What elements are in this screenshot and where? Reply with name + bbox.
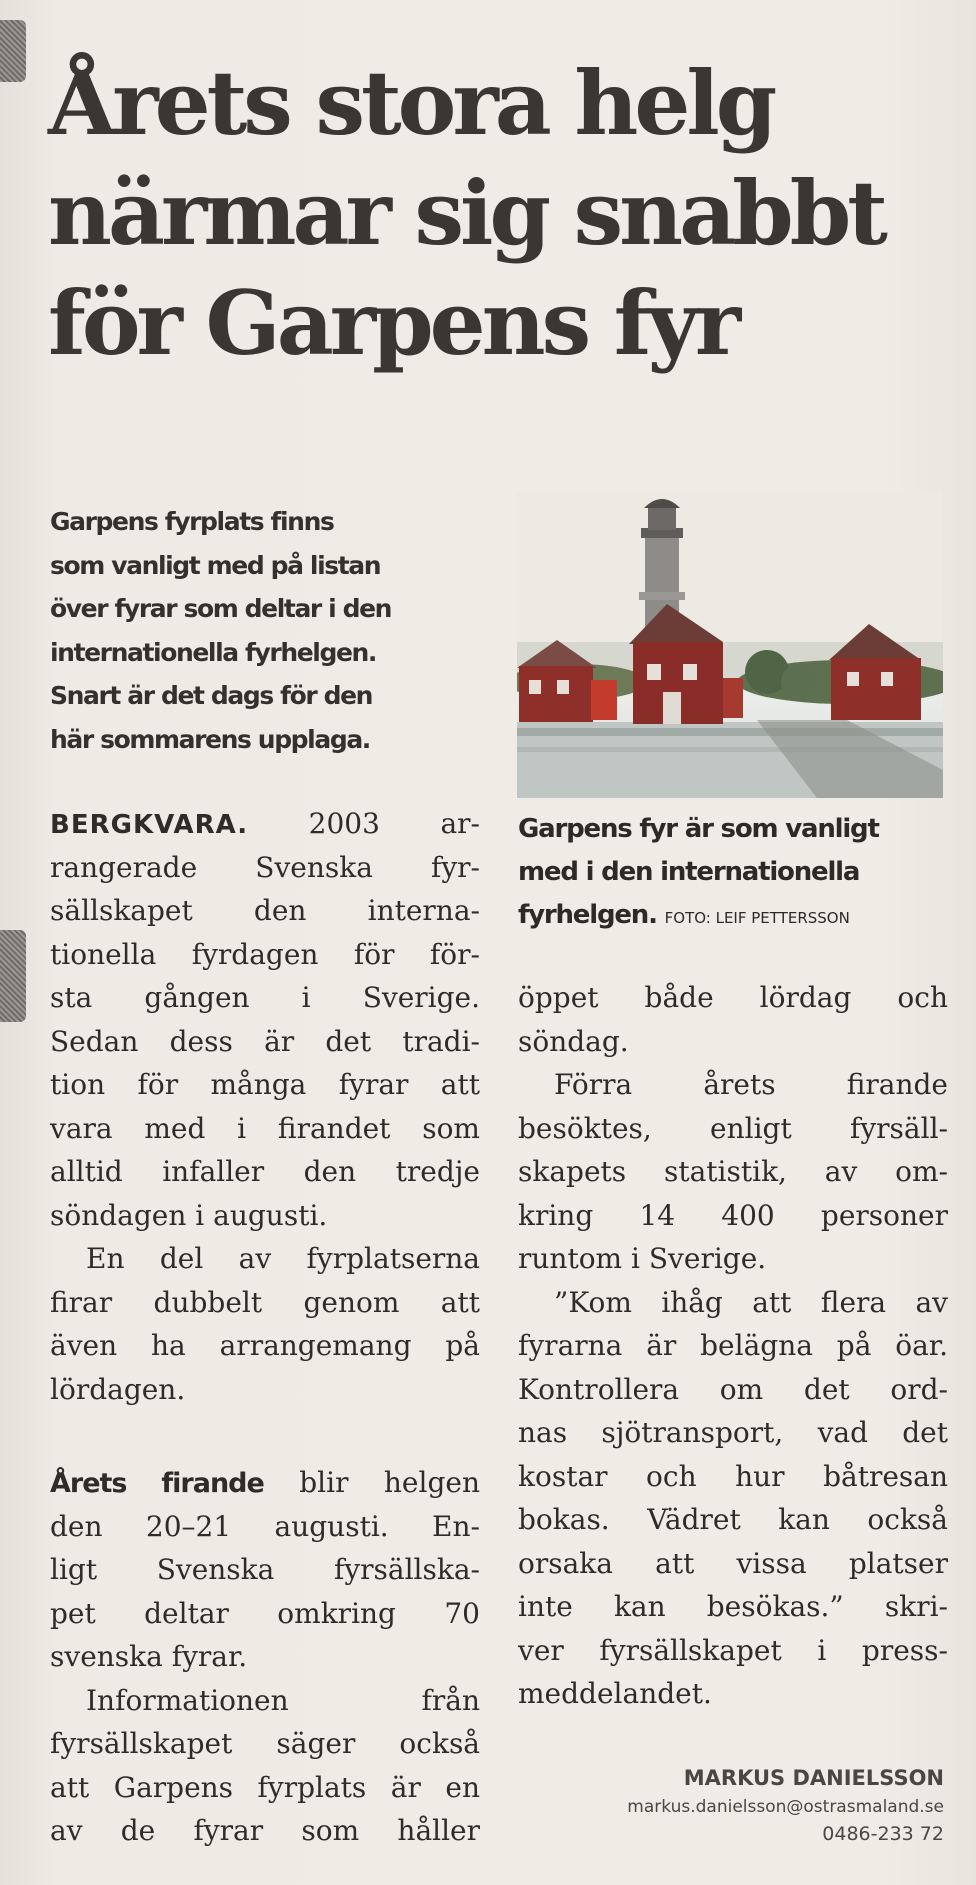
author-name: MARKUS DANIELSSON [683, 1766, 944, 1790]
binder-hole-mark [0, 930, 26, 1022]
photo-credit: FOTO: LEIF PETTERSSON [664, 909, 850, 927]
lead-line: över fyrar som deltar i den [50, 594, 392, 623]
body-line: även ha arrangemang på [50, 1329, 480, 1362]
body-line: ”Kom ihåg att flera av [554, 1285, 948, 1319]
body-line: runtom i Sverige. [518, 1242, 767, 1275]
caption-line: med i den internationella [518, 857, 860, 887]
body-line: av de fyrar som håller [50, 1814, 480, 1847]
body-line: orsaka att vissa platser [518, 1546, 948, 1580]
body-line: Kontrollera om det ord- [518, 1372, 948, 1406]
body-column-right [518, 976, 948, 1716]
body-column-left [50, 802, 480, 1853]
lighthouse-photo [517, 492, 943, 798]
body-line: fyrarna är belägna på öar. [518, 1329, 948, 1362]
body-line: besöktes, enligt fyrsäll- [518, 1111, 948, 1145]
body-line: Förra årets firande [554, 1068, 948, 1101]
body-line: ligt Svenska fyrsällska- [50, 1553, 480, 1586]
binder-hole-mark [0, 20, 26, 82]
body-line: tionella fyrdagen för för- [50, 937, 480, 971]
body-line: firar dubbelt genom att [50, 1285, 480, 1319]
body-line: vara med i firandet som [50, 1111, 480, 1145]
caption-text: fyrhelgen. [518, 900, 657, 930]
author-byline [627, 1762, 944, 1848]
body-line: inte kan besökas.” skri- [518, 1590, 948, 1623]
caption-line [518, 894, 948, 940]
body-line [50, 1461, 480, 1505]
headline-line: Årets stora helg [48, 51, 774, 155]
body-line: skapets statistik, av om- [518, 1155, 948, 1188]
subhead: Årets firande [50, 1468, 264, 1499]
body-line: ver fyrsällskapet i press- [518, 1633, 948, 1667]
body-line: alltid infaller den tredje [50, 1155, 480, 1188]
body-line: svenska fyrar. [50, 1640, 248, 1673]
body-line: pet deltar omkring 70 [50, 1596, 480, 1630]
body-line: rangerade Svenska fyr- [50, 850, 480, 884]
body-line: nas sjötransport, vad det [518, 1416, 948, 1449]
body-line: att Garpens fyrplats är en [50, 1770, 480, 1804]
lead-line: som vanligt med på listan [50, 550, 381, 580]
body-line: bokas. Vädret kan också [518, 1503, 948, 1536]
lighthouse-illustration [517, 492, 943, 798]
body-line [50, 802, 480, 846]
body-line: söndagen i augusti. [50, 1198, 328, 1232]
author-phone: 0486-233 72 [822, 1823, 944, 1845]
headline-line: för Garpens fyr [48, 271, 738, 375]
body-line: fyrsällskapet säger också [50, 1727, 480, 1760]
body-line: lördagen. [50, 1372, 186, 1406]
body-line: den 20–21 augusti. En- [50, 1509, 480, 1543]
paragraph-gap [50, 1411, 480, 1433]
lead-line: internationella fyrhelgen. [50, 637, 377, 667]
body-text: 2003 ar- [308, 807, 480, 840]
article-lead [50, 500, 480, 761]
body-line: kostar och hur båtresan [518, 1459, 948, 1493]
photo-caption [518, 808, 948, 940]
body-line: öppet både lördag och [518, 981, 948, 1014]
lead-line: Snart är det dags för den [50, 681, 373, 710]
body-line: Informationen från [86, 1683, 480, 1717]
dateline: BERGKVARA. [50, 810, 249, 840]
body-text: blir helgen [299, 1466, 480, 1499]
headline-line: närmar sig snabbt [48, 161, 884, 265]
body-line: tion för många fyrar att [50, 1068, 480, 1101]
body-line: meddelandet. [518, 1677, 712, 1710]
body-line: söndag. [518, 1024, 629, 1058]
lead-line: här sommarens upplaga. [50, 724, 370, 754]
caption-line: Garpens fyr är som vanligt [518, 814, 879, 844]
body-line: sta gången i Sverige. [50, 981, 480, 1014]
body-line: En del av fyrplatserna [86, 1242, 480, 1275]
article-headline [48, 48, 948, 378]
body-line: kring 14 400 personer [518, 1198, 948, 1232]
author-email[interactable]: markus.danielsson@ostrasmaland.se [627, 1797, 944, 1817]
body-line: Sedan dess är det tradi- [50, 1024, 480, 1058]
body-line: sällskapet den interna- [50, 894, 480, 927]
lead-line: Garpens fyrplats finns [50, 507, 334, 536]
paragraph-gap [50, 1433, 480, 1461]
